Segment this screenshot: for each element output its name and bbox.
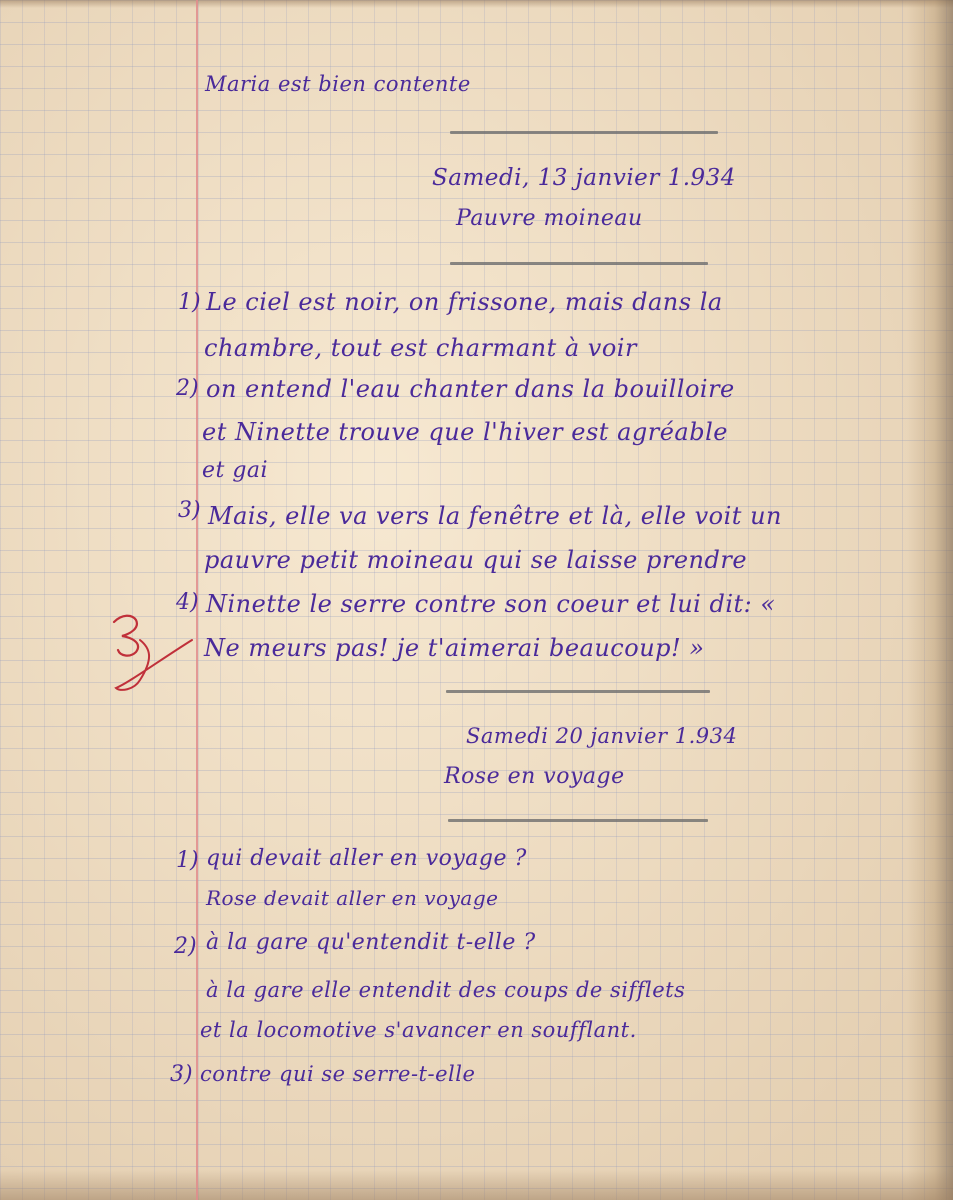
lesson1-item-2-line-1: on entend l'eau chanter dans la bouilloire xyxy=(206,375,735,403)
lesson1-item-2-line-2: et Ninette trouve que l'hiver est agréable xyxy=(202,418,728,446)
separator-rule-3 xyxy=(446,690,710,693)
separator-rule-1 xyxy=(450,131,718,134)
page-right-edge xyxy=(907,0,953,1200)
lesson2-item-1-line-2: Rose devait aller en voyage xyxy=(206,886,499,910)
lesson1-item-4-line-2: Ne meurs pas! je t'aimerai beaucoup! » xyxy=(204,634,705,662)
header-note: Maria est bien contente xyxy=(205,72,471,96)
lesson1-item-3-number: 3) xyxy=(178,498,201,523)
teacher-correction-mark-icon xyxy=(100,600,210,700)
lesson1-item-3-line-1: Mais, elle va vers la fenêtre et là, elle voit un xyxy=(208,502,782,530)
lesson2-item-1-number: 1) xyxy=(176,848,199,873)
page-bottom-edge xyxy=(0,1170,953,1200)
lesson1-title: Pauvre moineau xyxy=(456,206,643,231)
lesson1-item-4-line-1: Ninette le serre contre son coeur et lui dit: « xyxy=(206,590,776,618)
lesson1-item-4-number: 4) xyxy=(176,590,199,615)
lesson1-item-1-line-2: chambre, tout est charmant à voir xyxy=(204,334,637,362)
lesson2-item-2-number: 2) xyxy=(174,934,197,959)
lesson1-date: Samedi, 13 janvier 1.934 xyxy=(432,165,736,191)
lesson2-item-2-line-3: et la locomotive s'avancer en soufflant. xyxy=(200,1018,637,1042)
lesson1-item-2-number: 2) xyxy=(176,376,199,401)
lesson2-item-2-line-2: à la gare elle entendit des coups de sifflets xyxy=(206,978,686,1002)
lesson1-item-1-number: 1) xyxy=(178,290,201,315)
lesson1-item-2-line-3: et gai xyxy=(202,458,269,483)
lesson1-item-1-line-1: Le ciel est noir, on frissone, mais dans la xyxy=(206,288,723,316)
lesson2-item-3-number: 3) xyxy=(170,1062,193,1087)
lesson2-date: Samedi 20 janvier 1.934 xyxy=(466,724,738,748)
lesson2-item-1-line-1: qui devait aller en voyage ? xyxy=(206,846,527,871)
separator-rule-4 xyxy=(448,819,708,822)
lesson2-item-3-line-1: contre qui se serre-t-elle xyxy=(200,1062,476,1086)
page-top-edge xyxy=(0,0,953,8)
lesson2-item-2-line-1: à la gare qu'entendit t-elle ? xyxy=(206,930,536,955)
lesson2-title: Rose en voyage xyxy=(444,764,625,789)
lesson1-item-3-line-2: pauvre petit moineau qui se laisse prendre xyxy=(204,546,748,574)
separator-rule-2 xyxy=(450,262,708,265)
